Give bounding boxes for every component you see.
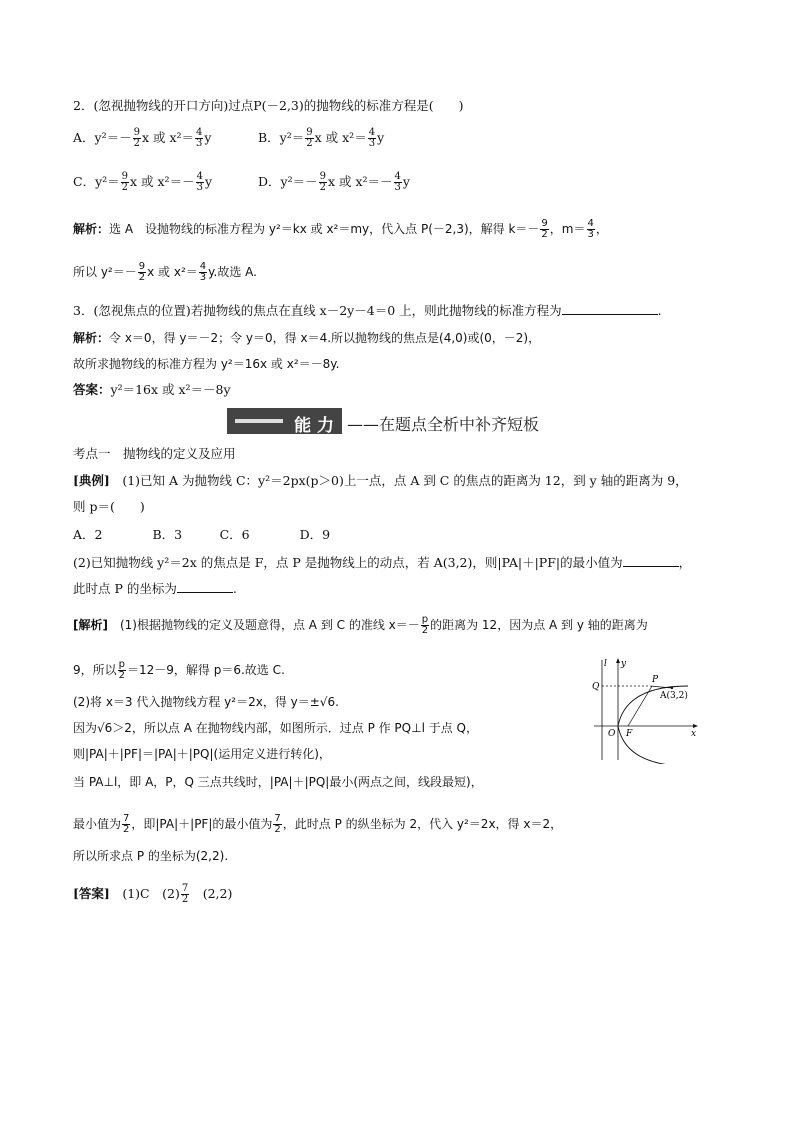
solution-line7: 最小值为 $\frac{7}{2}$ ，即|PA|＋|PF|的最小值为 $\frac{7}{2}$ ，此时点 P 的纵坐标为 2，代入 y²＝2x，得 x＝2，	[73, 813, 563, 835]
point-a	[671, 687, 673, 689]
solution-line5: 则|PA|＋|PF|＝|PA|＋|PQ|(运用定义进行转化)，	[73, 747, 331, 761]
q2-solution-line1: 解析：选 A 设抛物线的标准方程为 y²＝kx 或 x²＝my，代入点 P(－2,3)，解得 k＝－ $\frac{9}{2}$ ，m＝ $\frac{4}{3}$ ，	[73, 218, 608, 240]
solution-line1: [解析] (1)根据抛物线的定义及题意得，点 A 到 C 的准线 x＝－ $\frac{p}{2}$ 的距离为 12，因为点 A 到 y 轴的距离为	[73, 614, 648, 636]
q2-option-b[interactable]: B．y²＝ $\frac{9}{2}$ x 或 x²＝ $\frac{4}{3}$ y	[258, 127, 385, 149]
solution-line3: (2)将 x＝3 代入抛物线方程 y²＝2x，得 y＝±√6.	[73, 695, 339, 709]
solution-line2: 9，所以 $\frac{p}{2}$ ＝12－9，解得 p＝6.故选 C.	[73, 659, 285, 681]
label-l: l	[604, 659, 607, 669]
parabola-figure	[588, 656, 700, 764]
q3-answer: 答案：y²＝16x 或 x²＝－8y	[73, 382, 231, 397]
q2-solution-line2: 所以 y²＝－ $\frac{9}{2}$ x 或 x²＝ $\frac{4}{3}$ y.故选 A.	[73, 261, 257, 283]
coordinate-blank[interactable]	[177, 580, 233, 593]
label-q: Q	[592, 682, 600, 692]
banner-word: 能 力	[294, 416, 334, 436]
min-value-blank[interactable]	[623, 554, 679, 567]
example-line1: [典例] (1)已知 A 为抛物线 C：y²＝2px(p＞0)上一点，点 A 到 C 的焦点的距离为 12，到 y 轴的距离为 9，	[73, 473, 688, 488]
x-axis-arrow	[693, 724, 698, 728]
label-p: P	[652, 675, 659, 685]
label-x: x	[691, 729, 697, 739]
label-y: y	[621, 659, 627, 669]
q3-solution-line2: 故所求抛物线的标准方程为 y²＝16x 或 x²＝－8y.	[73, 357, 340, 371]
label-f: F	[626, 729, 633, 739]
example2-line1: (2)已知抛物线 y²＝2x 的焦点是 F，点 P 是抛物线上的动点，若 A(3,2)，则|PA|＋|PF|的最小值为 ，	[73, 555, 692, 570]
pf-line	[628, 686, 652, 726]
label-a: A(3,2)	[660, 691, 688, 701]
solution-line4: 因为√6＞2，所以点 A 在抛物线内部，如图所示．过点 P 作 PQ⊥l 于点 Q，	[73, 721, 478, 735]
q2-option-a[interactable]: A．y²＝－ $\frac{9}{2}$ x 或 x²＝ $\frac{4}{3}$ y	[73, 127, 212, 149]
section-banner	[227, 408, 567, 434]
example-options[interactable]: A．2 B．3 C．6 D．9	[73, 527, 331, 542]
q2-stem: 2．(忽视抛物线的开口方向)过点P(－2,3)的抛物线的标准方程是( )	[73, 98, 464, 113]
q2-option-d[interactable]: D．y²＝－ $\frac{9}{2}$ x 或 x²＝－ $\frac{4}{3}$ y	[258, 171, 410, 193]
q2-option-c[interactable]: C．y²＝ $\frac{9}{2}$ x 或 x²＝－ $\frac{4}{3}$ y	[73, 171, 213, 193]
q3-answer-blank[interactable]	[562, 302, 658, 315]
q3-solution-line1: 解析：令 x＝0，得 y＝－2；令 y＝0，得 x＝4.所以抛物线的焦点是(4,0)或(0，－2)，	[73, 331, 541, 345]
kp-title: 考点一 抛物线的定义及应用	[73, 446, 236, 461]
final-answer: [答案] (1)C (2) $\frac{7}{2}$ (2,2)	[73, 883, 233, 905]
solution-line8: 所以所求点 P 的坐标为(2,2).	[73, 849, 229, 863]
q3-stem: 3．(忽视焦点的位置)若抛物线的焦点在直线 x－2y－4＝0 上，则此抛物线的标准方程为 .	[73, 303, 662, 318]
banner-subtitle: ——在题点全析中补齐短板	[347, 415, 540, 434]
y-axis-arrow	[616, 658, 620, 663]
solution-line6: 当 PA⊥l，即 A，P，Q 三点共线时，|PA|＋|PQ|最小(两点之间，线段最短)，	[73, 775, 483, 789]
label-o: O	[608, 729, 616, 739]
example2-line2: 此时点 P 的坐标为 .	[73, 581, 237, 596]
example-line2: 则 p＝( )	[73, 499, 145, 514]
